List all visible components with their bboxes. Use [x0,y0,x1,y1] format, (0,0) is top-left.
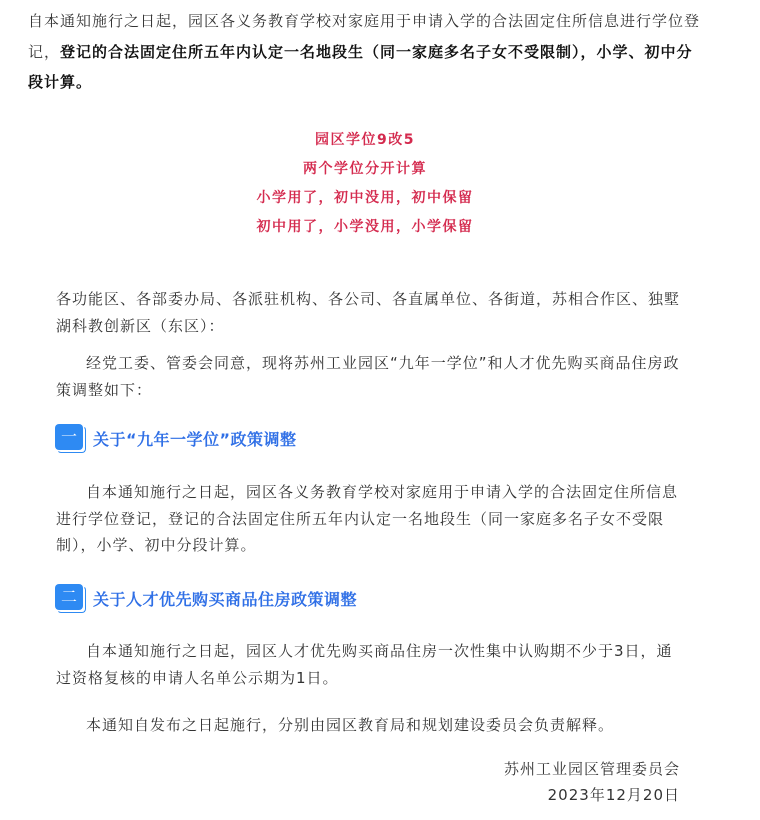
highlight-summary [0,126,730,242]
section-title: 关于人才优先购买商品住房政策调整 [93,589,358,609]
highlight-line: 小学用了，初中没用，初中保留 [256,190,474,206]
section-title: 关于“九年一学位”政策调整 [93,429,297,449]
badge-number: 一 [55,424,83,450]
highlight-line: 两个学位分开计算 [303,161,427,177]
section-number-badge [55,424,85,452]
badge-number: 二 [55,584,83,610]
section-number-badge [55,584,85,612]
signature-block [504,756,680,808]
section-heading-1 [55,422,297,454]
highlight-line: 园区学位9改5 [315,132,415,148]
section-heading-2 [55,582,357,614]
issuer: 苏州工业园区管理委员会 [503,760,680,778]
preamble: 经党工委、管委会同意，现将苏州工业园区“九年一学位”和人才优先购买商品住房政策调整如下： [56,354,680,399]
intro-paragraph [28,6,708,98]
highlight-line: 初中用了，小学没用，小学保留 [256,219,474,235]
section-body-1: 自本通知施行之日起，园区各义务教育学校对家庭用于申请入学的合法固定住所信息进行学位登记，登记的合法固定住所五年内认定一名地段生（同一家庭多名子女不受限制），小学、初中分段计算。 [56,483,679,554]
section-body-2: 自本通知施行之日起，园区人才优先购买商品住房一次性集中认购期不少于3日，通过资格复核的申请人名单公示期为1日。 [56,642,673,687]
intro-normal-text: 自本通知施行之日起，园区各义务教育学校对家庭用于申请入学的合法固定住所信息进行学位登记， [28,12,701,61]
intro-bold-text: 登记的合法固定住所五年内认定一名地段生（同一家庭多名子女不受限制），小学、初中分段计算。 [28,42,693,91]
addressees: 各功能区、各部委办局、各派驻机构、各公司、各直属单位、各街道，苏相合作区、独墅湖科教创新区（东区）： [56,290,681,335]
issue-date: 2023年12月20日 [547,786,680,804]
closing-statement: 本通知自发布之日起施行，分别由园区教育局和规划建设委员会负责解释。 [86,716,615,734]
